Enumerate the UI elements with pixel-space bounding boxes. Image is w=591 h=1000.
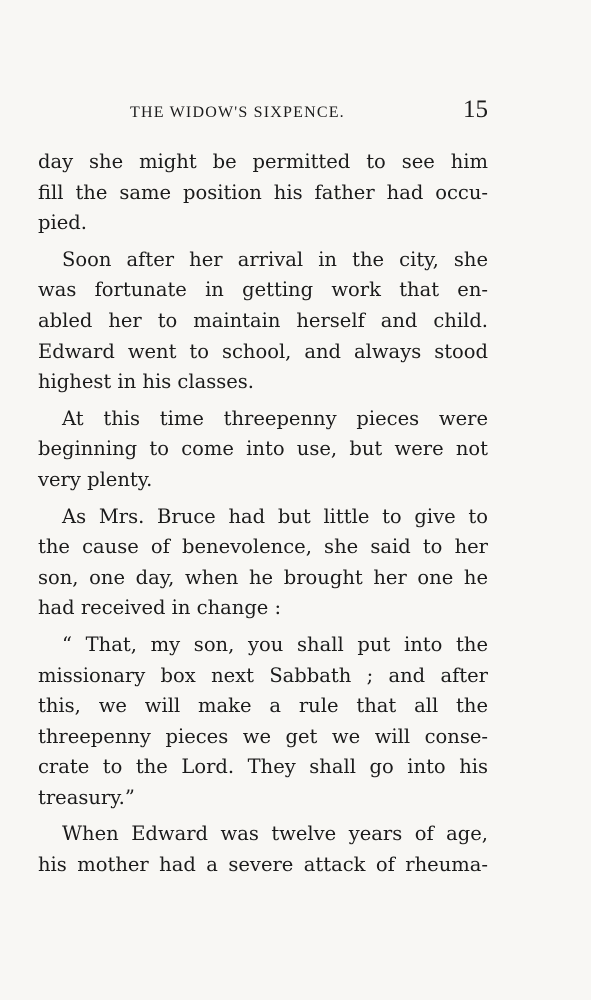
text-line: At this time threepenny pieces were xyxy=(62,406,488,430)
text-line: was fortunate in getting work that en- xyxy=(38,278,488,302)
text-line: missionary box next Sabbath ; and after xyxy=(38,663,488,687)
text-line: this, we will make a rule that all the xyxy=(38,694,488,718)
text-line: day she might be permitted to see him xyxy=(38,150,488,173)
text-line: threepenny pieces we get we will conse- xyxy=(38,724,488,748)
text-line: treasury.” xyxy=(38,785,135,809)
text-line: Edward went to school, and always stood xyxy=(38,339,488,363)
page-header xyxy=(38,96,488,136)
text-line: son, one day, when he brought her one he xyxy=(38,565,488,589)
text-line: crate to the Lord. They shall go into his xyxy=(38,755,488,779)
text-line: his mother had a severe attack of rheuma- xyxy=(38,853,488,877)
text-line: Soon after her arrival in the city, she xyxy=(62,247,488,271)
text-line: highest in his classes. xyxy=(38,370,254,394)
text-line: fill the same position his father had occu- xyxy=(38,180,488,204)
text-line: pied. xyxy=(38,211,87,235)
page-number: 15 xyxy=(463,96,488,123)
text-line: the cause of benevolence, she said to her xyxy=(38,535,488,559)
text-line: very plenty. xyxy=(38,467,153,491)
text-line: had received in change : xyxy=(38,596,282,620)
text-line: abled her to maintain herself and child. xyxy=(38,308,488,332)
body-text xyxy=(38,147,488,881)
text-line: When Edward was twelve years of age, xyxy=(62,822,488,846)
text-line: “ That, my son, you shall put into the xyxy=(62,632,488,656)
text-line: As Mrs. Bruce had but little to give to xyxy=(62,504,488,528)
running-title: THE WIDOW'S SIXPENCE. xyxy=(130,104,345,121)
text-line: beginning to come into use, but were not xyxy=(38,437,488,461)
